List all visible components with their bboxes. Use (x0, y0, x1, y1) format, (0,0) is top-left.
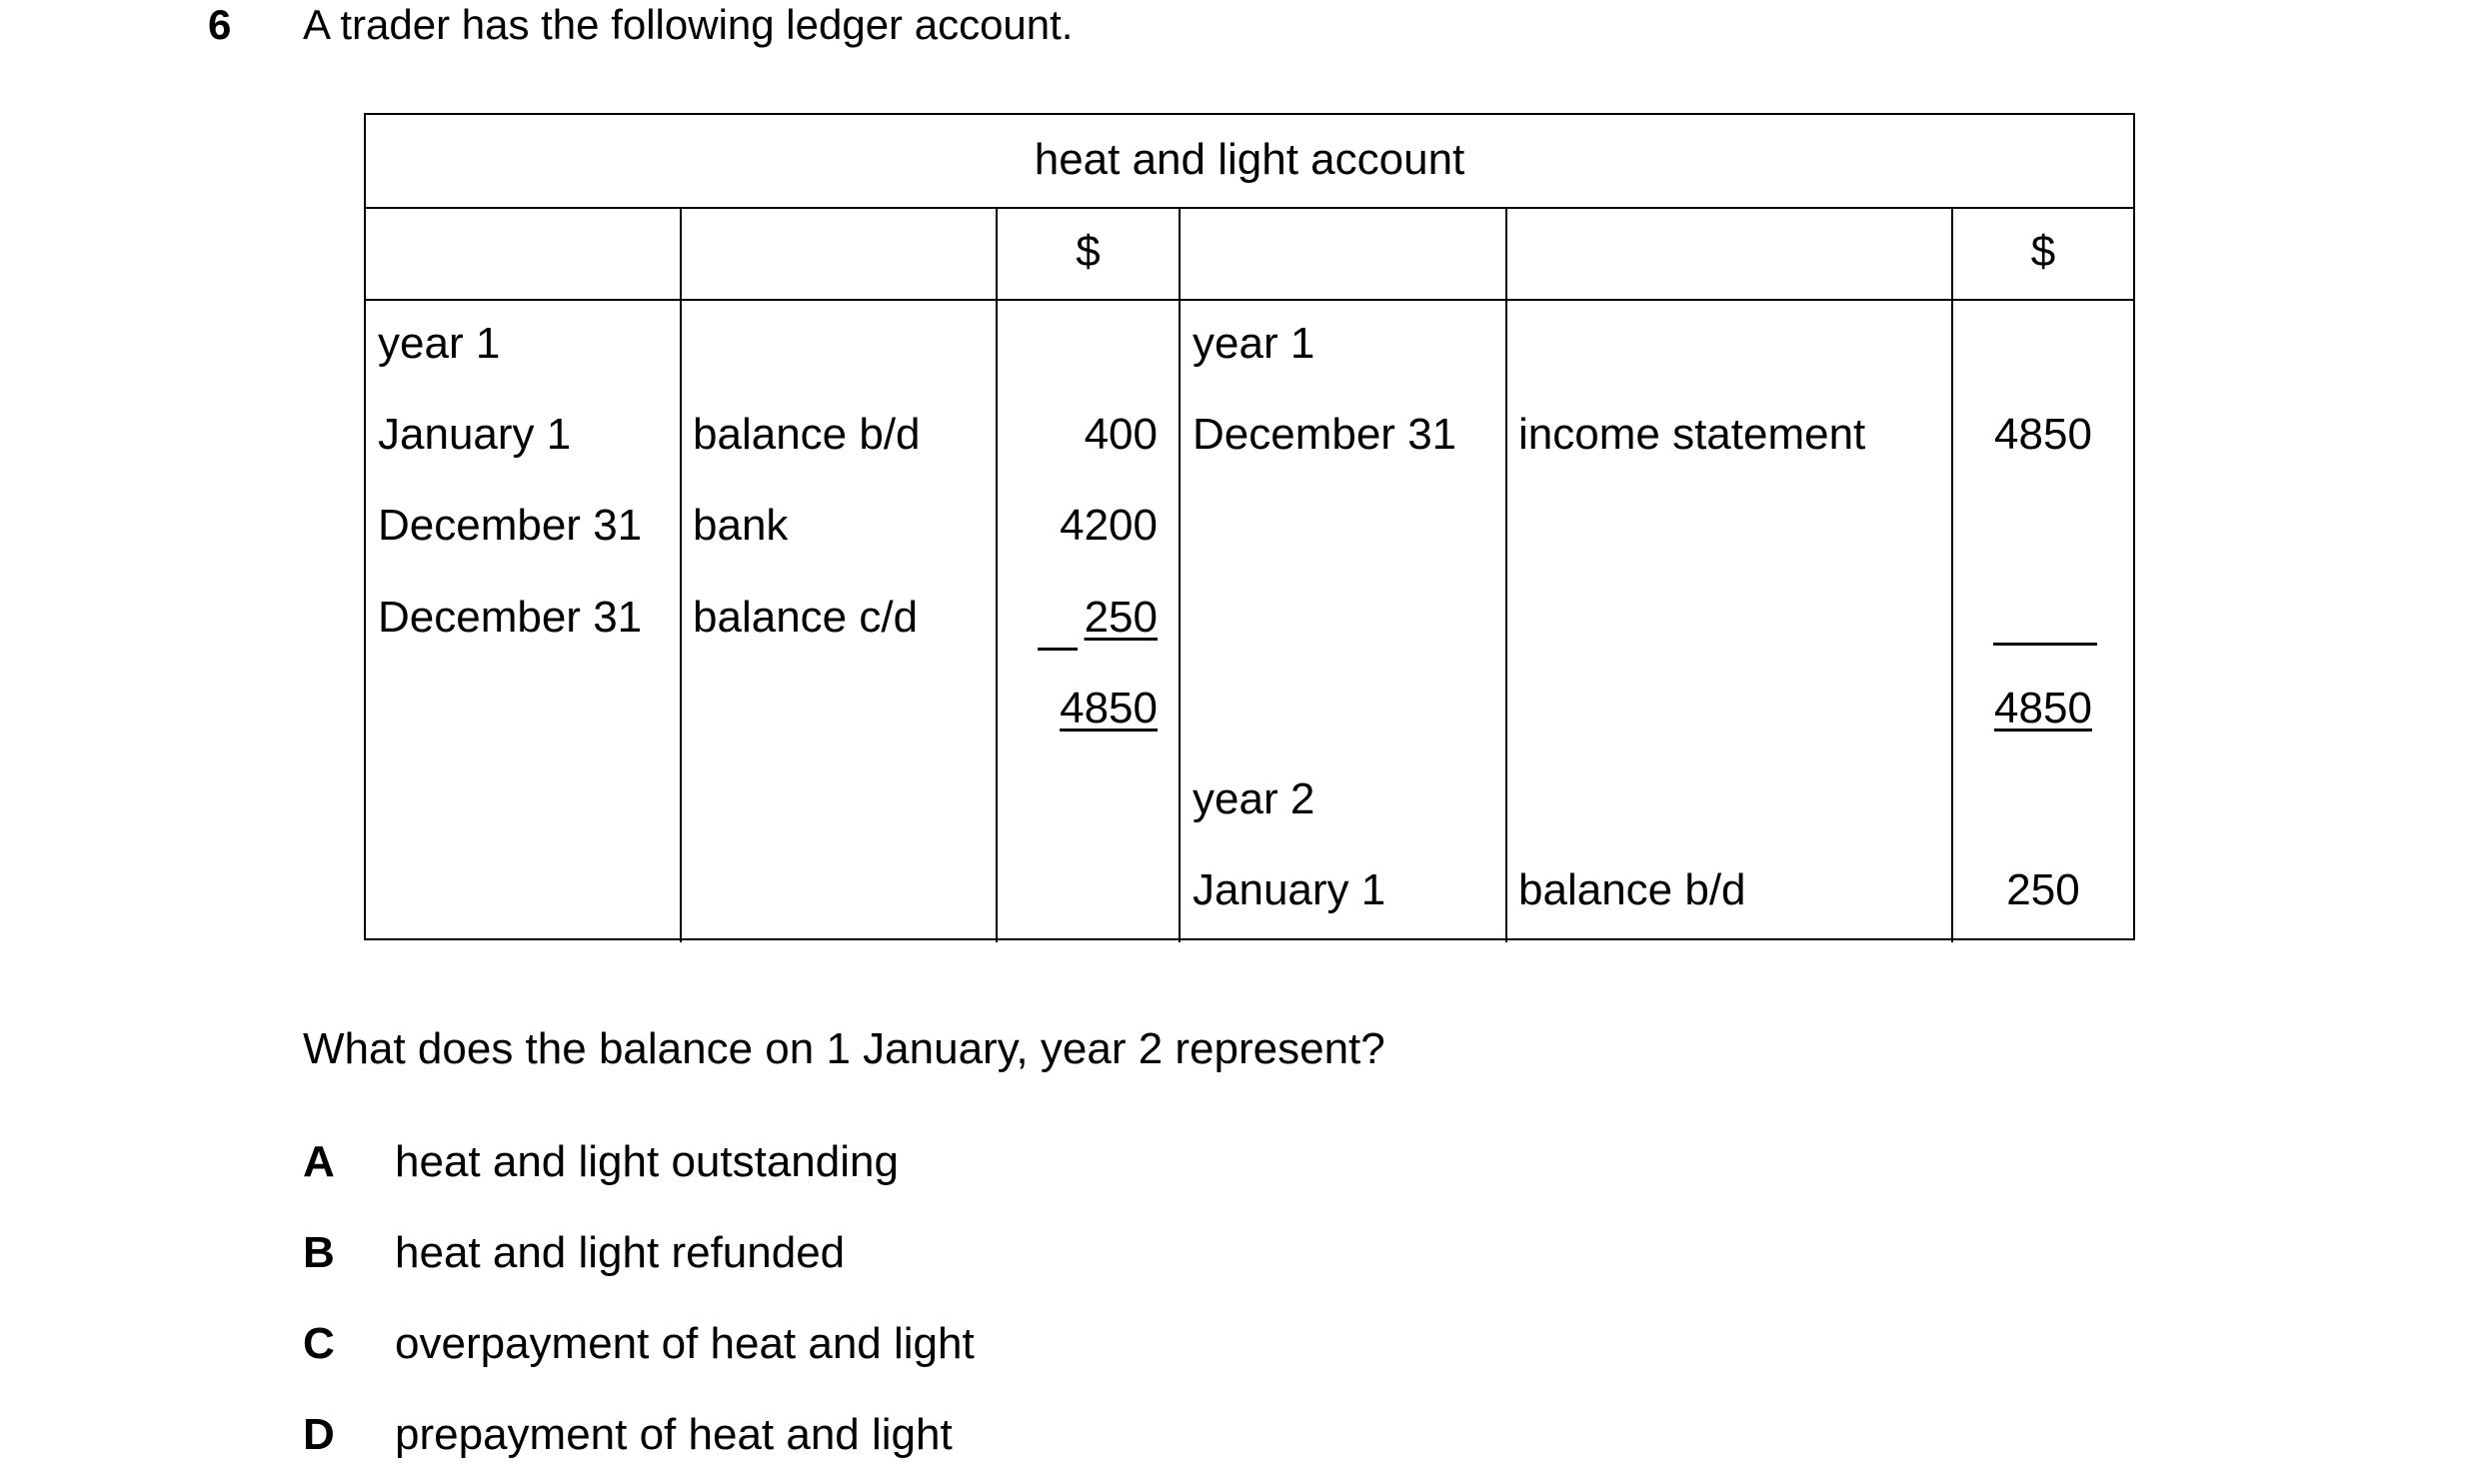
debit-entry-detail: balance b/d (693, 410, 921, 459)
debit-entry-detail: balance c/d (693, 593, 919, 642)
subtotal-rule (1993, 643, 2097, 646)
credit-total: 4850 (1994, 684, 2092, 733)
option-text: prepayment of heat and light (395, 1410, 953, 1459)
debit-year-label: year 1 (378, 319, 501, 368)
credit-entry-date: December 31 (1193, 410, 1457, 459)
credit-entry-amount: 4850 (1994, 410, 2092, 459)
question-prompt: What does the balance on 1 January, year 2 represent? (303, 1024, 1385, 1073)
debit-entry-amount: 250 (1084, 593, 1158, 642)
question-number: 6 (208, 1, 232, 48)
debit-entry-date: January 1 (378, 410, 572, 459)
credit-currency-symbol: $ (2030, 227, 2056, 276)
column-divider (1179, 207, 1181, 942)
debit-entry-amount: 4200 (1060, 501, 1158, 550)
currency-row-divider (366, 299, 2133, 301)
account-title: heat and light account (1034, 135, 1465, 184)
debit-total: 4850 (1060, 684, 1158, 733)
credit-entry-detail: income statement (1518, 410, 1866, 459)
brought-down-date: January 1 (1193, 865, 1386, 914)
credit-year-label: year 1 (1193, 319, 1315, 368)
debit-entry-detail: bank (693, 501, 789, 550)
next-year-label: year 2 (1193, 774, 1315, 823)
column-divider (996, 207, 998, 942)
question-stem: A trader has the following ledger account. (303, 1, 1074, 48)
column-divider (680, 207, 682, 942)
option-letter: D (303, 1410, 335, 1459)
column-divider (1505, 207, 1507, 942)
brought-down-amount: 250 (2006, 865, 2080, 914)
option-text: heat and light refunded (395, 1228, 846, 1277)
debit-entry-date: December 31 (378, 593, 643, 642)
option-text: overpayment of heat and light (395, 1319, 975, 1368)
debit-currency-symbol: $ (1076, 227, 1101, 276)
subtotal-rule (1038, 648, 1078, 651)
column-divider (1951, 207, 1953, 942)
ledger-account-table (364, 113, 2135, 940)
option-letter: A (303, 1137, 335, 1186)
brought-down-detail: balance b/d (1518, 865, 1746, 914)
option-letter: B (303, 1228, 335, 1277)
option-letter: C (303, 1319, 335, 1368)
option-text: heat and light outstanding (395, 1137, 899, 1186)
debit-entry-date: December 31 (378, 501, 643, 550)
header-divider (366, 207, 2133, 209)
debit-entry-amount: 400 (1084, 410, 1158, 459)
